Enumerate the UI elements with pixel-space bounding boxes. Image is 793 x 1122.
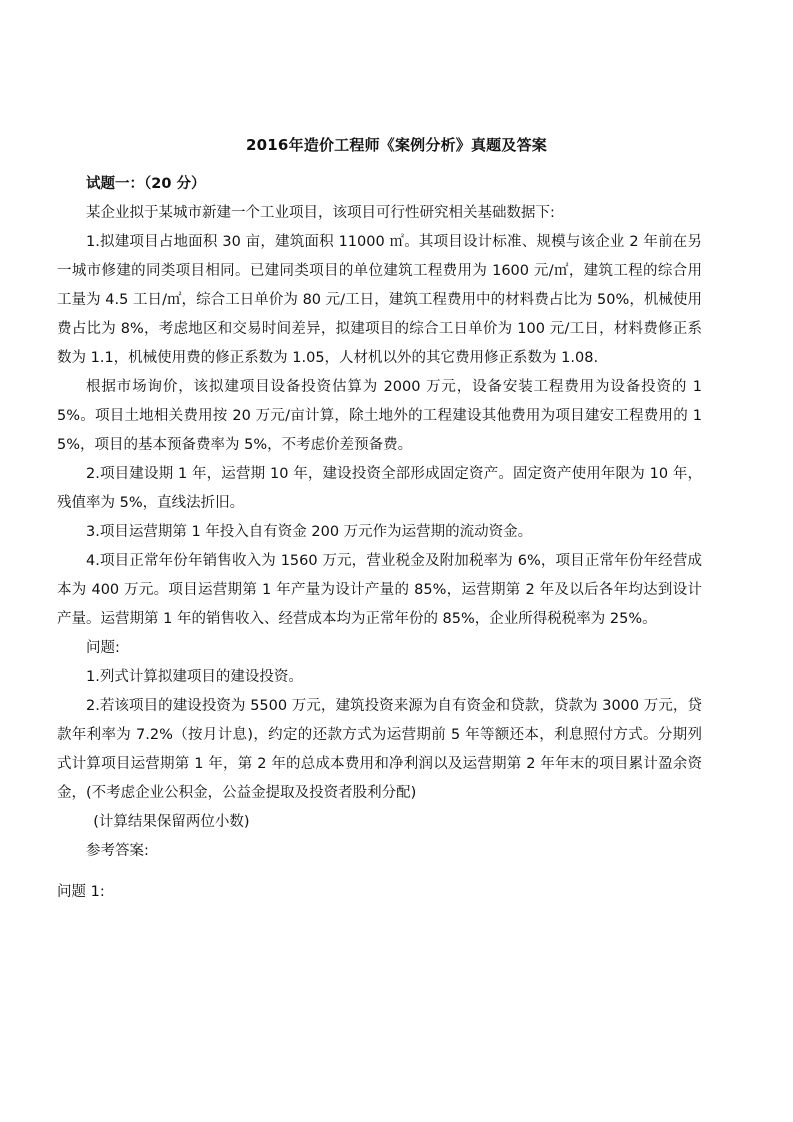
intro-paragraph: 某企业拟于某城市新建一个工业项目，该项目可行性研究相关基础数据下:: [86, 205, 555, 221]
data-item-4: 4.项目正常年份年销售收入为 1560 万元，营业税金及附加税率为 6%，项目正常年份年经营成本为 400 万元。项目运营期第 1 年产量为设计产量的 85%，运营期第 2 年及以后各年均达到设计产量。运营期第 1 年的销售收入、经营成本均为正常年份的 85%，企业所得税税率为 25%。: [57, 553, 702, 627]
market-paragraph: 根据市场询价，该拟建项目设备投资估算为 2000 万元，设备安装工程费用为设备投资的 15%。项目土地相关费用按 20 万元/亩计算，除土地外的工程建设其他费用为项目建安工程费用的 15%，项目的基本预备费率为 5%，不考虑价差预备费。: [57, 379, 702, 453]
questions-label: 问题:: [86, 640, 120, 656]
answer-question-1: 问题 1:: [57, 884, 105, 900]
question-heading: 试题一：（20 分）: [86, 176, 206, 192]
calculation-note: (计算结果保留两位小数): [93, 814, 250, 830]
data-item-1: 1.拟建项目占地面积 30 亩，建筑面积 11000 ㎡。其项目设计标准、规模与该企业 2 年前在另一城市修建的同类项目相同。已建同类项目的单位建筑工程费用为 1600 元/㎡，建筑工程的综合用工量为 4.5 工日/㎡，综合工日单价为 80 元/工日，建筑工程费用中的材料费占比为 50%，机械使用费占比为 8%，考虑地区和交易时间差异，拟建项目的综合工日单价为 100 元/工日，材料费修正系数为 1.1，机械使用费的修正系数为 1.05，人材机以外的其它费用修正系数为 1.08.: [57, 234, 702, 366]
answer-label: 参考答案:: [86, 843, 149, 859]
data-item-2: 2.项目建设期 1 年，运营期 10 年，建设投资全部形成固定资产。固定资产使用年限为 10 年，残值率为 5%，直线法折旧。: [57, 466, 702, 511]
question-2: 2.若该项目的建设投资为 5500 万元，建筑投资来源为自有资金和贷款，贷款为 3000 万元，贷款年利率为 7.2%（按月计息)，约定的还款方式为运营期前 5 年等额还本，利息照付方式。分期列式计算项目运营期第 1 年，第 2 年的总成本费用和净利润以及运营期第 2 年年末的项目累计盈余资金，(不考虑企业公积金，公益金提取及投资者股利分配): [57, 698, 702, 801]
document-title: 2016年造价工程师《案例分析》真题及答案: [246, 136, 547, 154]
document-body: [57, 170, 702, 907]
question-1: 1.列式计算拟建项目的建设投资。: [86, 669, 303, 685]
data-item-3: 3.项目运营期第 1 年投入自有资金 200 万元作为运营期的流动资金。: [86, 524, 533, 540]
